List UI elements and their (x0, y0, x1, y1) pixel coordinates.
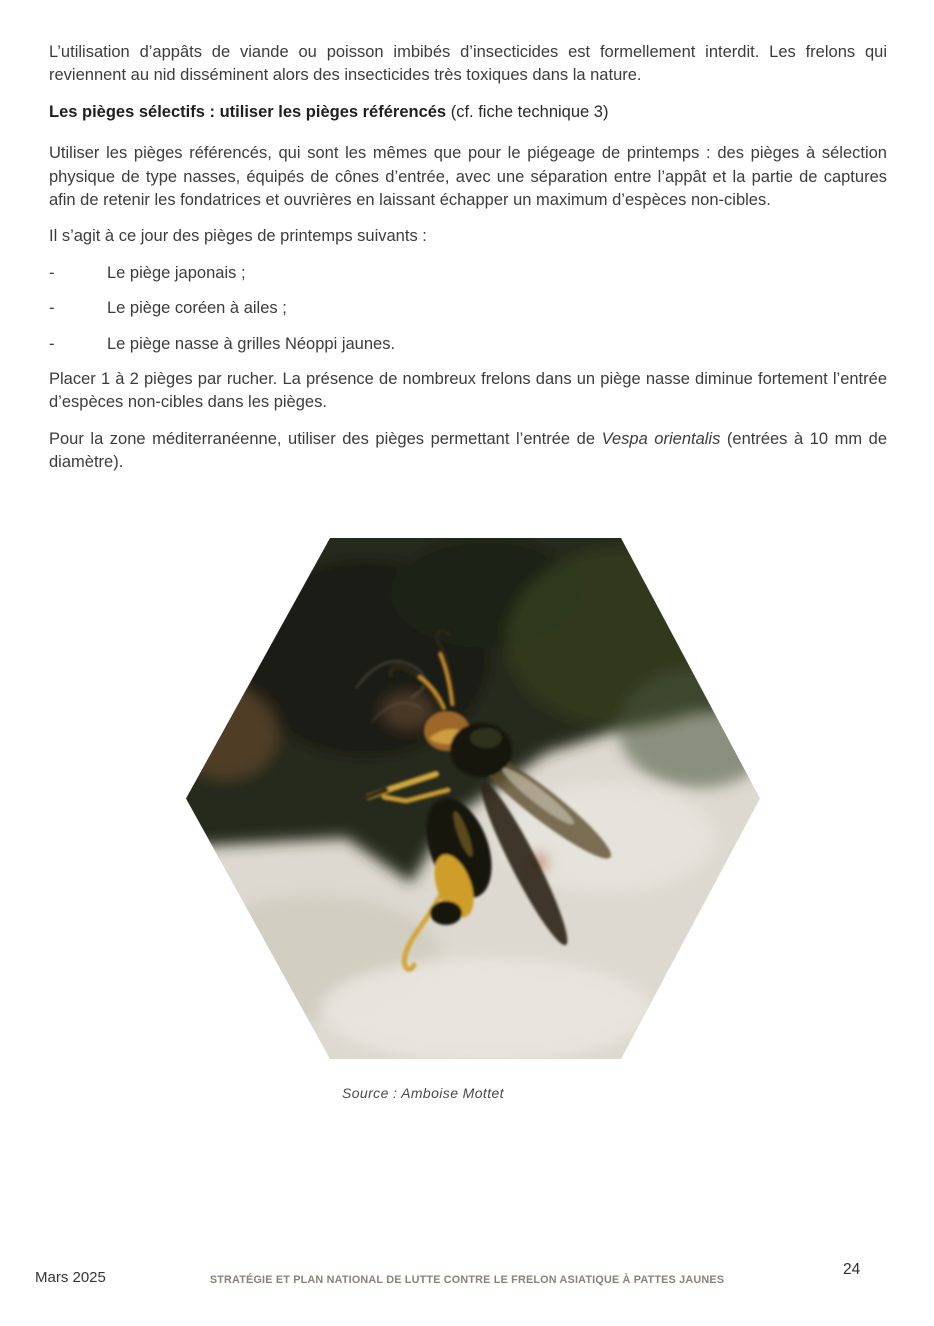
page-number: 24 (843, 1261, 861, 1278)
paragraph-pieges-references: Utiliser les pièges référencés, qui sont les mêmes que pour le piégeage de printemps : des pièges à sélection physique de type nasses, équipés de cônes d’entrée, avec une séparation entre l’appât et la partie de captures afin de retenir les fondatrices et ouvrières en laissant échapper un maximum d’espèces non-cibles. (49, 144, 887, 210)
paragraph-mediterranee-start: Pour la zone méditerranéenne, utiliser des pièges permettant l’entrée de (49, 429, 602, 448)
section-heading-bold: Les pièges sélectifs : utiliser les pièges référencés (49, 102, 447, 121)
list-item-label: Le piège coréen à ailes ; (107, 299, 287, 318)
list-intro: Il s’agit à ce jour des pièges de printemps suivants : (49, 227, 427, 246)
body-text (49, 41, 887, 488)
list-item-label: Le piège japonais ; (107, 263, 246, 282)
footer-title: STRATÉGIE ET PLAN NATIONAL DE LUTTE CONTRE LE FRELON ASIATIQUE À PATTES JAUNES (209, 1274, 725, 1286)
list-item-label: Le piège nasse à grilles Néoppi jaunes. (107, 334, 396, 353)
list-dash: - (49, 299, 55, 318)
section-heading-note: (cf. fiche technique 3) (446, 102, 609, 121)
list-item (49, 262, 887, 285)
section-heading (49, 101, 887, 124)
hornet-photo-hexagon (186, 538, 760, 1059)
paragraph-mediterranee-end: (entrées à 10 mm de diamètre). (49, 429, 888, 472)
figure-caption: Source : Amboise Mottet (342, 1085, 504, 1101)
paragraph-mediterranee (49, 428, 887, 475)
paragraph-placer: Placer 1 à 2 pièges par rucher. La présence de nombreux frelons dans un piège nasse diminue fortement l’entrée d’espèces non-cibles dans les pièges. (49, 370, 887, 412)
list-dash: - (49, 334, 55, 353)
hornet-photo-illustration (186, 538, 760, 1059)
list-dash: - (49, 263, 55, 282)
footer-date: Mars 2025 (35, 1269, 106, 1286)
paragraph-interdiction: L’utilisation d’appâts de viande ou poisson imbibés d’insecticides est formellement interdit. Les frelons qui reviennent au nid disséminent alors des insecticides très toxiques dans la nature. (49, 43, 887, 85)
list-item (49, 297, 887, 320)
list-item (49, 333, 887, 356)
species-name-italic: Vespa orientalis (601, 429, 721, 448)
